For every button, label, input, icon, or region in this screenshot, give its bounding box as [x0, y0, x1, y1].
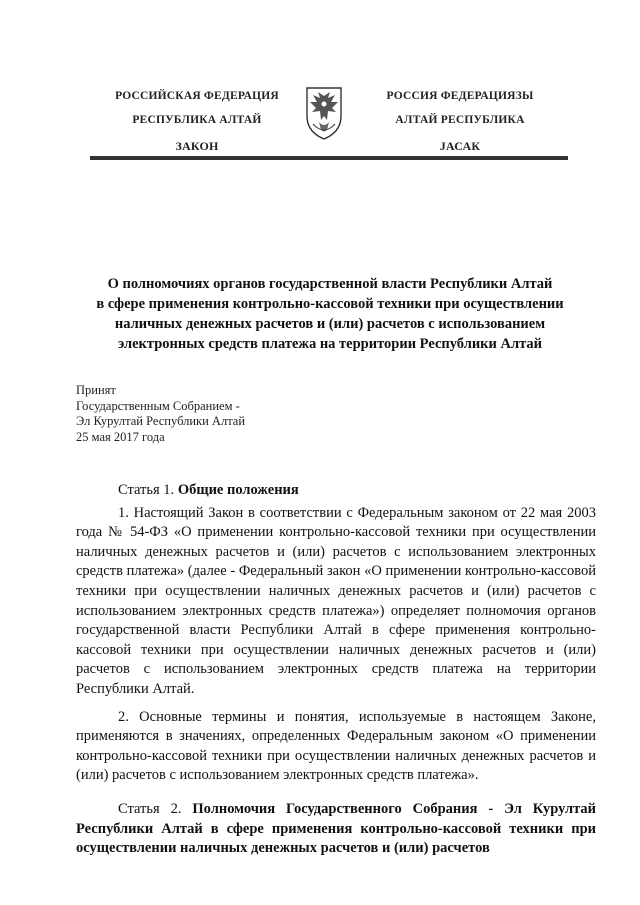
title-line: в сфере применения контрольно-кассовой техники при осуществлении — [96, 296, 564, 312]
law-word-alt: JАСАК — [439, 139, 481, 153]
republic-name-ru: РЕСПУБЛИКА АЛТАЙ — [132, 114, 262, 126]
article-1-paragraph-2: 2. Основные термины и понятия, используемые в настоящем Законе, применяются в значениях, определенных Федеральным законом «О применении контрольно-кассовой техники при осуществлении наличных денежных расчетов и (или) расчетов с использованием электронных средств платежа». — [76, 708, 596, 784]
law-word-ru: ЗАКОН — [175, 139, 219, 153]
document-body — [76, 481, 596, 859]
document-title — [60, 274, 600, 354]
article-1-title: Общие положения — [177, 482, 299, 498]
title-line: О полномочиях органов государственной власти Республики Алтай — [107, 276, 553, 292]
title-line: электронных средств платежа на территории Республики Алтай — [117, 336, 543, 352]
country-name-ru: РОССИЙСКАЯ ФЕДЕРАЦИЯ — [115, 90, 279, 102]
article-1-paragraph-1: 1. Настоящий Закон в соответствии с Федеральным законом от 22 мая 2003 года № 54-ФЗ «О применении контрольно-кассовой техники при осуществлении наличных денежных расчетов и (или) расчетов с использованием электронных средств платежа» (далее - Федеральный закон «О применении контрольно-кассовой техники при осуществлении наличных денежных расчетов и (или) расчетов с использованием электронных средств платежа») определяет полномочия органов государственной власти Республики Алтай в сфере применения контрольно-кассовой техники при осуществлении наличных денежных расчетов и (или) расчетов с использованием электронных средств платежа на территории Республики Алтай. — [76, 504, 596, 697]
republic-name-alt: АЛТАЙ РЕСПУБЛИКА — [395, 114, 525, 126]
adopted-date: 25 мая 2017 года — [76, 429, 165, 444]
coat-of-arms-eagle-icon — [299, 82, 349, 142]
title-line: наличных денежных расчетов и (или) расчетов с использованием — [114, 316, 546, 332]
adopted-label: Принят — [76, 383, 116, 397]
header-left-block — [82, 86, 312, 160]
article-1-prefix: Статья 1. — [118, 482, 178, 498]
article-1-heading — [76, 481, 596, 501]
article-2-heading — [76, 800, 596, 859]
adopted-by: Государственным Собранием - — [76, 398, 240, 413]
adoption-block — [76, 383, 245, 445]
header-divider — [90, 156, 568, 160]
header-right-block — [345, 86, 575, 160]
adopted-by-name: Эл Курултай Республики Алтай — [76, 414, 246, 428]
article-2-title: Полномочия Государственного Собрания - Эл Курултай Республики Алтай в сфере применения контрольно-кассовой техники при осуществлении наличных денежных расчетов и (или) расчетов — [76, 800, 596, 857]
article-2-prefix: Статья 2. — [118, 800, 193, 817]
country-name-alt: РОССИЯ ФЕДЕРАЦИЯЗЫ — [386, 90, 534, 102]
